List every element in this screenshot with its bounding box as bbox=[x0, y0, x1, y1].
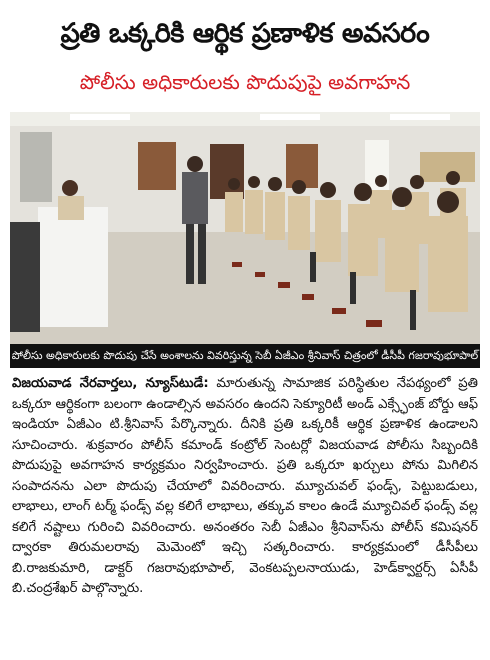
dateline: విజయవాడ నేరవార్తలు, న్యూస్‌టుడే: bbox=[12, 376, 209, 391]
news-photo bbox=[10, 112, 480, 344]
headline: ప్రతి ఒక్కరికి ఆర్థిక ప్రణాళిక అవసరం bbox=[60, 18, 430, 49]
photo-caption: పోలీసు అధికారులకు పొదుపు చేసే అంశాలను వివరిస్తున్న సెబీ ఏజీఎం శ్రీనివాస్ చిత్రంలో డీసీపీ గజరావుభూపాల్ bbox=[10, 344, 480, 368]
article-body-text: మారుతున్న సామాజిక పరిస్థితుల నేపథ్యంలో ప్రతి ఒక్కరూ ఆర్థికంగా బలంగా ఉండాల్సిన అవసరం ఉందని సెక్యూరిటీ అండ్ ఎక్స్ఛేంజ్ బోర్డు ఆఫ్ ఇండియా ఏజీఎం టి.శ్రీనివాస్ పేర్కొన్నారు. దీనికి ప్రతి ఒక్కరికీ ఆర్థిక ప్రణాళిక ఉండాలని సూచించారు. శుక్రవారం పోలీస్ కమాండ్ కంట్రోల్ సెంటర్లో విజయవాడ పోలీసు సిబ్బందికి పొదుపుపై అవగాహన కార్యక్రమం నిర్వహించారు. ప్రతి ఒక్కరూ ఖర్చులు పోను మిగిలిన సంపాదనను ఎలా పొదుపు చేయాలో వివరించారు. మ్యూచువల్ ఫండ్స్, పెట్టుబడులు, లాభాలు, లాంగ్ టర్మ్ ఫండ్స్ వల్ల కలిగే లాభాలు, తక్కువ కాలం ఉండే మ్యూచివల్ ఫండ్స్ వల్ల కలిగే నష్టాలు గురించి వివరించారు. అనంతరం సెబీ ఏజీఎం శ్రీనివాస్‌ను పోలీస్ కమిషనర్ ద్వారకా తిరుమలరావు మెమెంటో ఇచ్చి సత్కరించారు. కార్యక్రమంలో డీసీపీలు బి.రాజకుమారి, డాక్టర్ గజరావుభూపాల్, వెంకటప్పలనాయుడు, హెడ్‌క్వార్టర్స్ ఏసీపీ బి.చంద్రశేఖర్ పాల్గొన్నారు. bbox=[12, 376, 478, 596]
article-body bbox=[12, 374, 478, 654]
subheadline: పోలీసు అధికారులకు పొదుపుపై అవగాహన bbox=[79, 70, 411, 94]
